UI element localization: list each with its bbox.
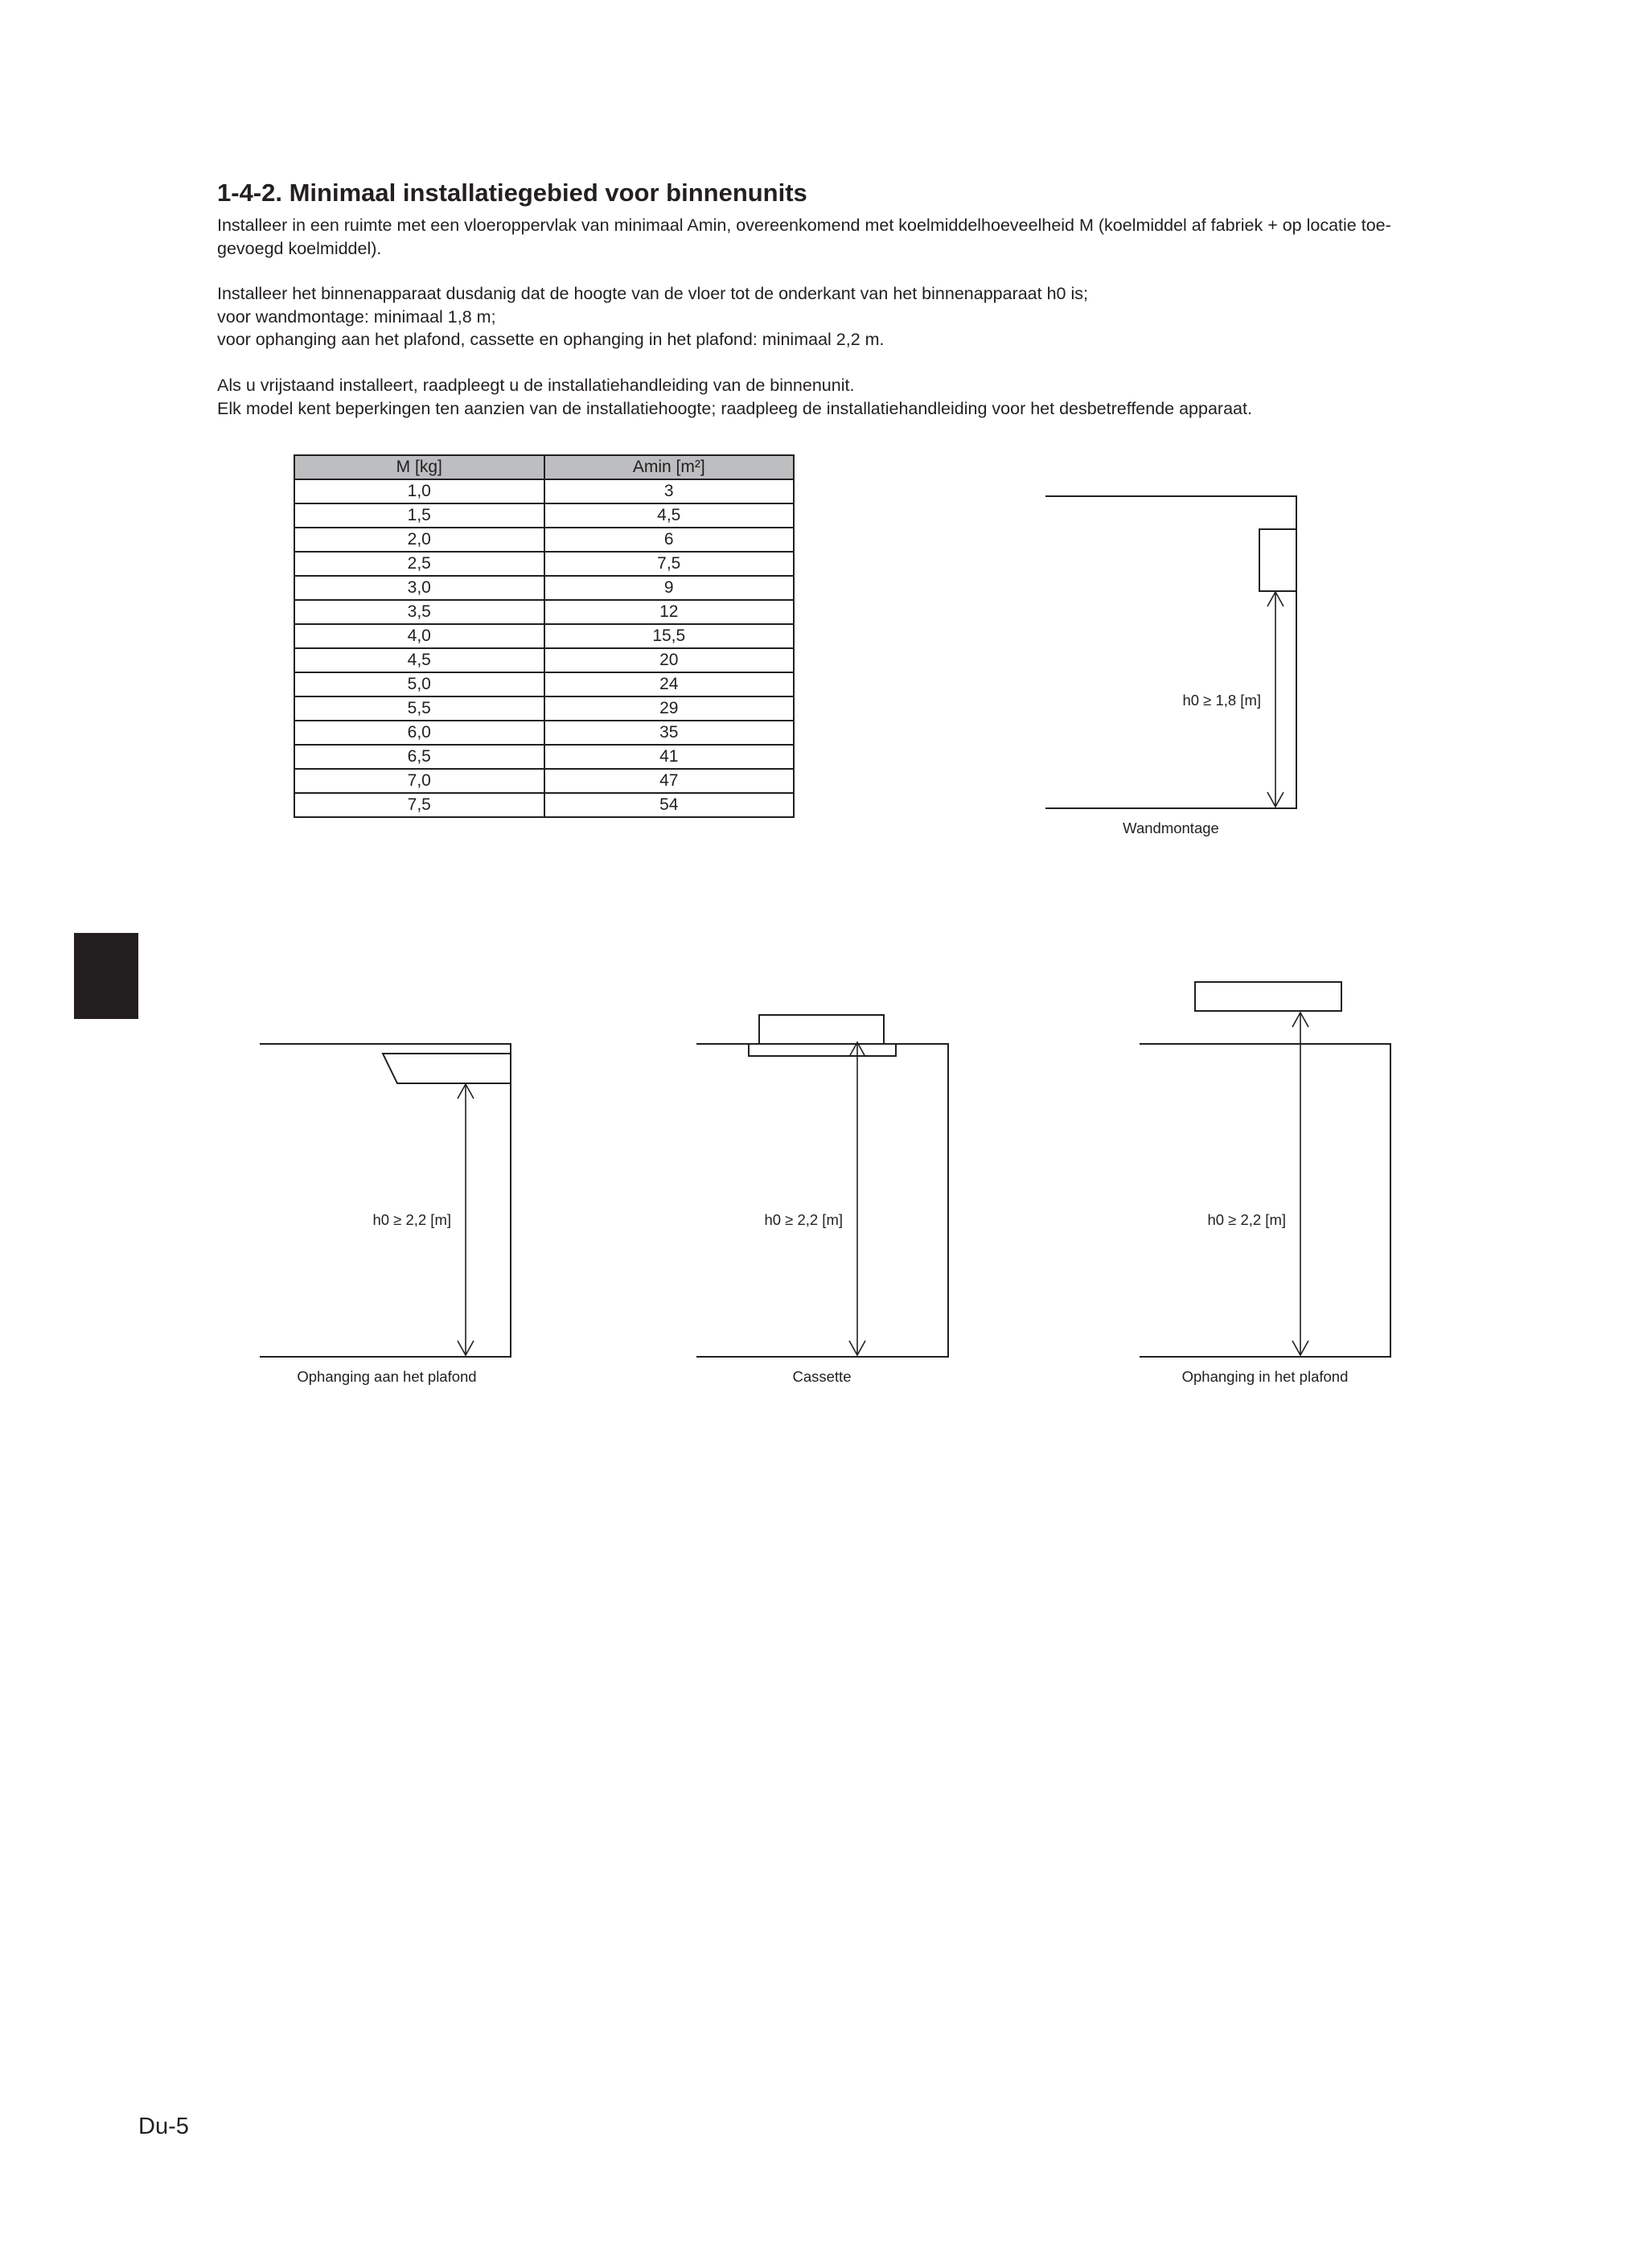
- cell-m: 5,5: [294, 696, 544, 721]
- cell-m: 6,0: [294, 721, 544, 745]
- cell-m: 4,0: [294, 624, 544, 648]
- cell-amin: 41: [544, 745, 795, 769]
- height-line-3: voor ophanging aan het plafond, cassette en ophanging in het plafond: minimaal 2,2 m.: [217, 330, 885, 349]
- section-title: 1-4-2. Minimaal installatiegebied voor binnenunits: [217, 179, 807, 207]
- cell-amin: 54: [544, 793, 795, 817]
- cell-amin: 15,5: [544, 624, 795, 648]
- cell-m: 2,0: [294, 528, 544, 552]
- ceiling-indoor-unit: [383, 1054, 511, 1083]
- cell-m: 4,5: [294, 648, 544, 672]
- cell-m: 5,0: [294, 672, 544, 696]
- cell-amin: 6: [544, 528, 795, 552]
- wall-caption: Wandmontage: [1123, 820, 1219, 836]
- cassette-outline: [696, 1044, 948, 1357]
- cell-amin: 29: [544, 696, 795, 721]
- cassette-height-label: h0 ≥ 2,2 [m]: [764, 1211, 843, 1228]
- wall-mount-diagram: [1045, 496, 1296, 808]
- cell-amin: 20: [544, 648, 795, 672]
- ceiling-height-label: h0 ≥ 2,2 [m]: [372, 1211, 451, 1228]
- concealed-indoor-unit: [1195, 982, 1341, 1011]
- page-number: Du-5: [138, 2114, 189, 2139]
- cassette-caption: Cassette: [792, 1368, 852, 1385]
- header-amin: Amin [m²]: [544, 455, 795, 479]
- ceiling-outline: [260, 1044, 511, 1357]
- cell-m: 1,5: [294, 503, 544, 528]
- ceiling-caption: Ophanging aan het plafond: [297, 1368, 477, 1385]
- language-side-tab: [74, 933, 138, 1019]
- cell-amin: 24: [544, 672, 795, 696]
- cell-amin: 35: [544, 721, 795, 745]
- freestanding-line-2: Elk model kent beperkingen ten aanzien van de installatiehoogte; raadpleeg de installatiehandleiding voor het desbetreffende apparaat.: [217, 398, 1252, 418]
- intro-line-2: gevoegd koelmiddel).: [217, 238, 382, 258]
- intro-line-1: Installeer in een ruimte met een vloeroppervlak van minimaal Amin, overeenkomend met koelmiddelhoeveelheid M (koelmiddel af fabriek + op locatie toe-: [217, 216, 1391, 235]
- cell-m: 1,0: [294, 479, 544, 503]
- cell-amin: 7,5: [544, 552, 795, 576]
- cell-amin: 47: [544, 769, 795, 793]
- wall-height-label: h0 ≥ 1,8 [m]: [1182, 692, 1261, 709]
- wall-indoor-unit: [1259, 529, 1296, 591]
- concealed-outline: [1140, 1044, 1390, 1357]
- cassette-body: [759, 1015, 884, 1044]
- height-line-1: Installeer het binnenapparaat dusdanig dat de hoogte van de vloer tot de onderkant van het binnenapparaat h0 is;: [217, 284, 1088, 303]
- cell-amin: 3: [544, 479, 795, 503]
- cell-amin: 4,5: [544, 503, 795, 528]
- cell-m: 2,5: [294, 552, 544, 576]
- cell-m: 3,5: [294, 600, 544, 624]
- freestanding-line-1: Als u vrijstaand installeert, raadpleegt u de installatiehandleiding van de binnenunit.: [217, 376, 855, 395]
- cell-amin: 9: [544, 576, 795, 600]
- ceiling-concealed-diagram: [1140, 982, 1390, 1357]
- cassette-panel: [749, 1044, 896, 1056]
- concealed-height-label: h0 ≥ 2,2 [m]: [1207, 1211, 1286, 1228]
- ceiling-suspended-diagram: [260, 1044, 511, 1357]
- cell-m: 7,0: [294, 769, 544, 793]
- cassette-diagram: [696, 1015, 948, 1357]
- header-m-kg: M [kg]: [294, 455, 544, 479]
- cell-m: 3,0: [294, 576, 544, 600]
- cell-m: 6,5: [294, 745, 544, 769]
- cell-m: 7,5: [294, 793, 544, 817]
- cell-amin: 12: [544, 600, 795, 624]
- concealed-caption: Ophanging in het plafond: [1181, 1368, 1349, 1385]
- height-line-2: voor wandmontage: minimaal 1,8 m;: [217, 306, 496, 327]
